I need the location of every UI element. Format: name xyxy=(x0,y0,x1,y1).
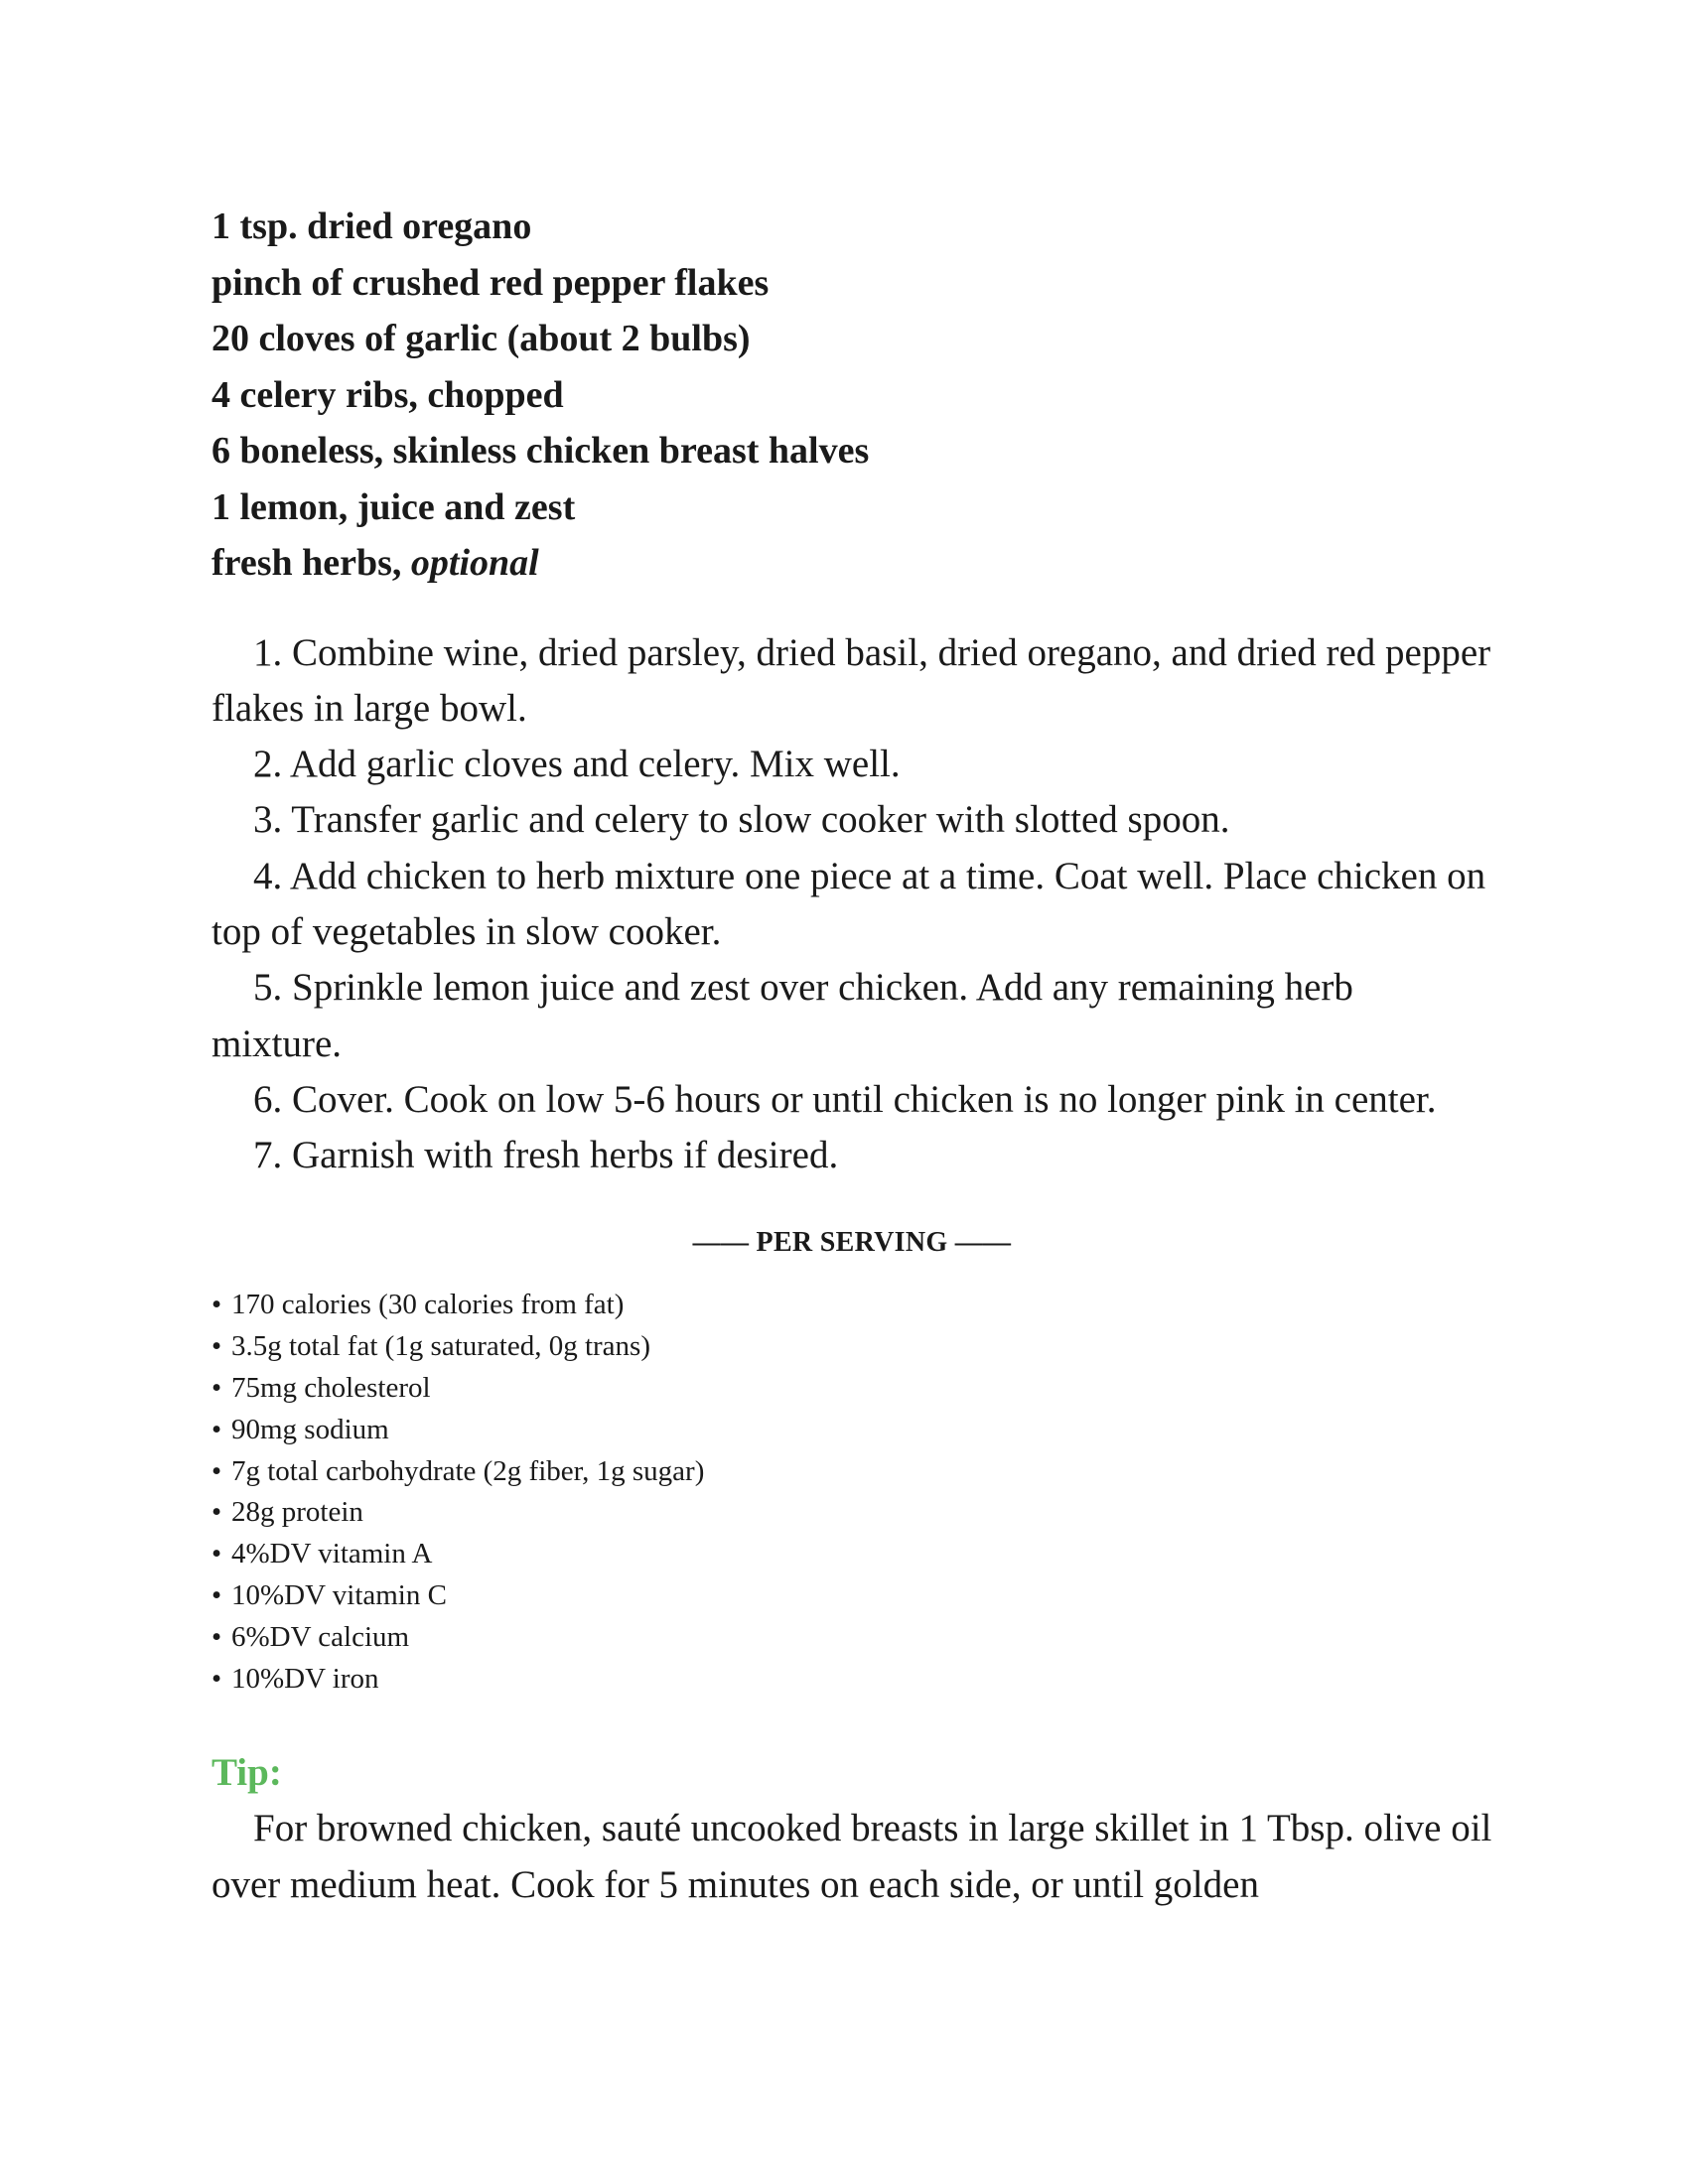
optional-note: optional xyxy=(410,542,539,584)
bullet-icon: • xyxy=(211,1372,222,1405)
nutrition-item xyxy=(211,1368,1492,1410)
nutrition-item xyxy=(211,1285,1492,1326)
tip-heading: Tip: xyxy=(211,1751,282,1795)
nutrition-text: 10%DV iron xyxy=(231,1662,379,1695)
nutrition-text: 4%DV vitamin A xyxy=(231,1538,433,1570)
nutrition-item xyxy=(211,1410,1492,1451)
instruction-step: 5. Sprinkle lemon juice and zest over chicken. Add any remaining herb mixture. xyxy=(211,966,1353,1065)
bullet-icon: • xyxy=(211,1662,222,1695)
nutrition-text: 170 calories (30 calories from fat) xyxy=(231,1289,625,1321)
ingredient-item: 20 cloves of garlic (about 2 bulbs) xyxy=(211,318,751,359)
bullet-icon: • xyxy=(211,1496,222,1529)
bullet-icon: • xyxy=(211,1538,222,1570)
ingredient-item: pinch of crushed red pepper flakes xyxy=(211,261,770,304)
bullet-icon: • xyxy=(211,1579,222,1612)
nutrition-item xyxy=(211,1492,1492,1534)
instruction-step: 3. Transfer garlic and celery to slow cooker with slotted spoon. xyxy=(253,798,1230,842)
instruction-step: 6. Cover. Cook on low 5-6 hours or until chicken is no longer pink in center. xyxy=(253,1077,1437,1121)
nutrition-item xyxy=(211,1534,1492,1575)
nutrition-text: 90mg sodium xyxy=(231,1413,389,1445)
nutrition-item xyxy=(211,1575,1492,1617)
nutrition-list xyxy=(211,1285,1492,1700)
bullet-icon: • xyxy=(211,1454,222,1487)
per-serving-heading: —— PER SERVING —— xyxy=(692,1227,1012,1259)
bullet-icon: • xyxy=(211,1289,222,1321)
tip-body: For browned chicken, sauté uncooked breasts in large skillet in 1 Tbsp. olive oil over medium heat. Cook for 5 minutes on each side, or until golden xyxy=(211,1807,1492,1906)
nutrition-item xyxy=(211,1617,1492,1659)
ingredient-item: 4 celery ribs, chopped xyxy=(211,373,564,416)
ingredient-item xyxy=(211,535,1492,592)
recipe-page xyxy=(211,199,1492,1913)
instruction-step: 2. Add garlic cloves and celery. Mix well. xyxy=(253,743,901,786)
nutrition-text: 6%DV calcium xyxy=(231,1620,410,1653)
instruction-step: 7. Garnish with fresh herbs if desired. xyxy=(253,1134,839,1177)
ingredient-item: 1 lemon, juice and zest xyxy=(211,485,576,528)
bullet-icon: • xyxy=(211,1620,222,1653)
nutrition-item xyxy=(211,1326,1492,1368)
instruction-list xyxy=(211,625,1492,1184)
nutrition-text: 75mg cholesterol xyxy=(231,1372,431,1405)
bullet-icon: • xyxy=(211,1330,222,1363)
nutrition-text: 3.5g total fat (1g saturated, 0g trans) xyxy=(231,1330,650,1363)
instruction-step: 1. Combine wine, dried parsley, dried basil, dried oregano, and dried red pepper flakes in large bowl. xyxy=(211,630,1491,730)
bullet-icon: • xyxy=(211,1413,222,1445)
ingredient-item: 6 boneless, skinless chicken breast halves xyxy=(211,430,870,472)
nutrition-text: 7g total carbohydrate (2g fiber, 1g sugar) xyxy=(231,1454,705,1487)
ingredient-item: 1 tsp. dried oregano xyxy=(211,205,532,247)
instruction-step: 4. Add chicken to herb mixture one piece at a time. Coat well. Place chicken on top of vegetables in slow cooker. xyxy=(211,854,1486,953)
nutrition-text: 10%DV vitamin C xyxy=(231,1579,447,1612)
nutrition-item xyxy=(211,1451,1492,1493)
ingredient-list xyxy=(211,199,1492,592)
ingredient-text: fresh herbs, xyxy=(211,542,411,584)
nutrition-item xyxy=(211,1659,1492,1701)
nutrition-text: 28g protein xyxy=(231,1496,363,1529)
